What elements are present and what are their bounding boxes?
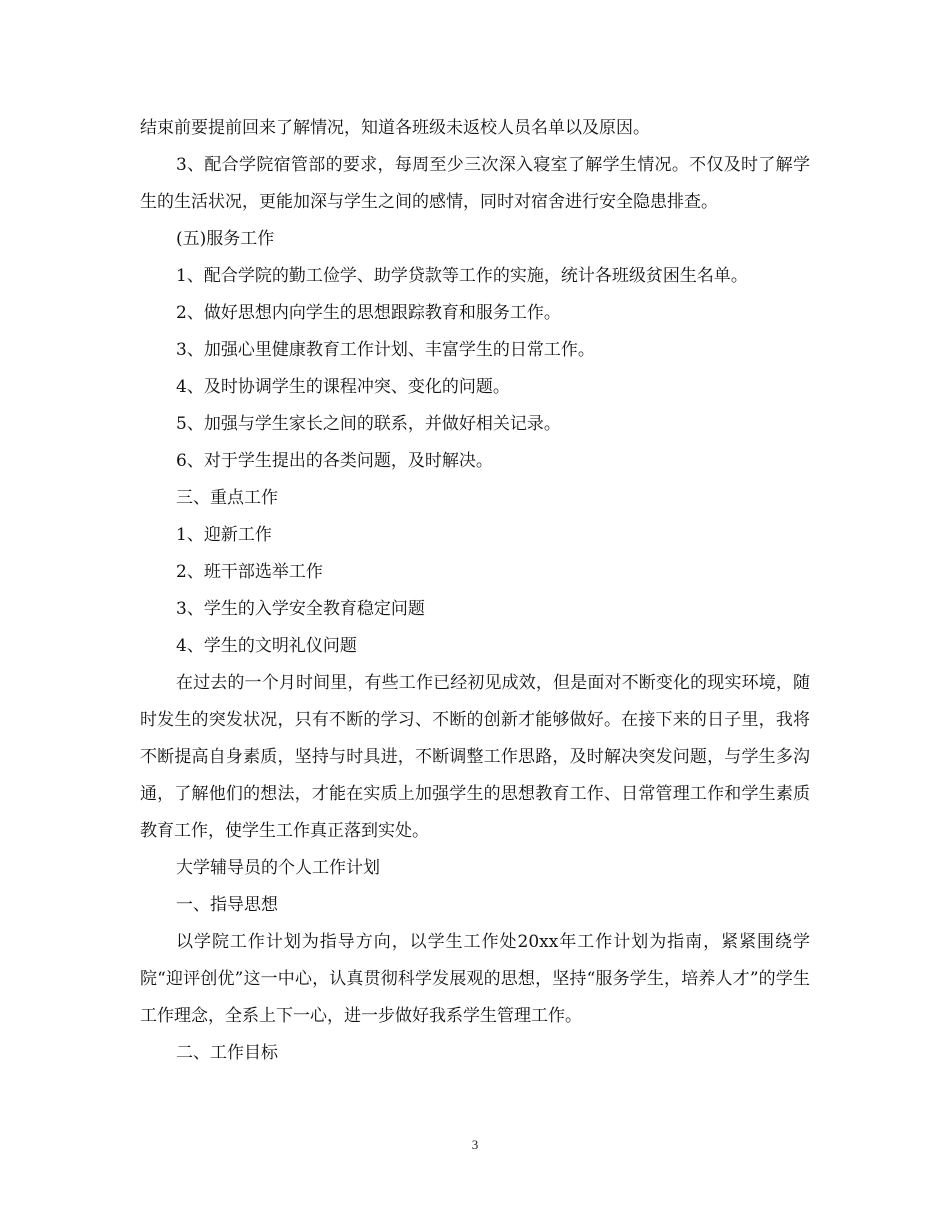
paragraph: 2、班干部选举工作 (176, 562, 323, 582)
page-number: 3 (471, 1137, 479, 1152)
paragraph: 5、加强与学生家长之间的联系，并做好相关记录。 (176, 414, 561, 434)
paragraph: 以学院工作计划为指导方向，以学生工作处20xx年工作计划为指南，紧紧围绕学院“迎评创优”这一中心，认真贯彻科学发展观的思想，坚持“服务学生，培养人才”的学生工作理念，全系上下一心，进一步做好我系学生管理工作。 (140, 932, 810, 1026)
paragraph: 大学辅导员的个人工作计划 (176, 858, 380, 878)
paragraph: 4、及时协调学生的课程冲突、变化的问题。 (176, 377, 510, 397)
paragraph: 二、工作目标 (176, 1043, 278, 1063)
paragraph: 6、对于学生提出的各类问题，及时解决。 (176, 451, 493, 471)
paragraph: 1、迎新工作 (176, 525, 272, 545)
paragraph: 4、学生的文明礼仪问题 (176, 636, 357, 656)
paragraph: 一、指导思想 (176, 895, 278, 915)
paragraph: 3、学生的入学安全教育稳定问题 (176, 599, 425, 619)
paragraph: 3、配合学院宿管部的要求，每周至少三次深入寝室了解学生情况。不仅及时了解学生的生活状况，更能加深与学生之间的感情，同时对宿舍进行安全隐患排查。 (140, 155, 810, 212)
paragraph: 2、做好思想内向学生的思想跟踪教育和服务工作。 (176, 303, 561, 323)
document-body (140, 110, 810, 1072)
paragraph: 在过去的一个月时间里，有些工作已经初见成效，但是面对不断变化的现实环境，随时发生的突发状况，只有不断的学习、不断的创新才能够做好。在接下来的日子里，我将不断提高自身素质，坚持与时具进，不断调整工作思路，及时解决突发问题，与学生多沟通，了解他们的想法，才能在实质上加强学生的思想教育工作、日常管理工作和学生素质教育工作，使学生工作真正落到实处。 (140, 673, 810, 841)
paragraph: 结束前要提前回来了解情况，知道各班级未返校人员名单以及原因。 (140, 118, 650, 138)
paragraph: 3、加强心里健康教育工作计划、丰富学生的日常工作。 (176, 340, 595, 360)
paragraph: 1、配合学院的勤工俭学、助学贷款等工作的实施，统计各班级贫困生名单。 (176, 266, 748, 286)
paragraph: (五)服务工作 (176, 229, 275, 249)
paragraph: 三、重点工作 (176, 488, 278, 508)
